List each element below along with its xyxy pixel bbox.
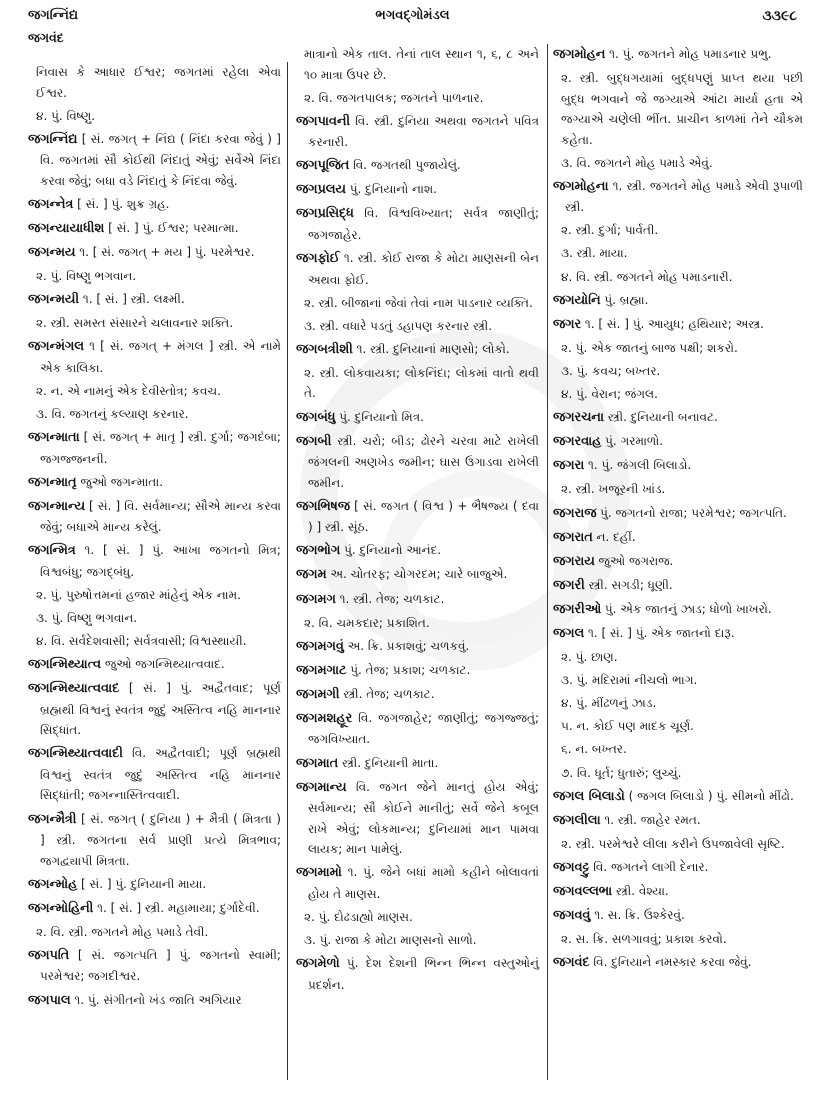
definition-text: ૨. સ્ત્રી. ખજૂરની ખાંડ. — [561, 482, 666, 497]
headword: જગપ્રલય — [296, 182, 346, 198]
definition-text: ૧. [ સં. ] પું. એક જાતનો દારૂ. — [587, 625, 735, 640]
entry-sense — [553, 384, 803, 405]
entry-sense — [28, 585, 281, 606]
headword: જગમોહન — [553, 47, 606, 62]
definition-text: ૨. પું. છાણ. — [561, 650, 618, 665]
definition-text: [ સં. જગત્ + માતૃ ] સ્ત્રી. દુર્ગા; જગદંબા; જગજ્જનની. — [40, 430, 281, 466]
definition-text: ન. દહીં. — [596, 529, 636, 544]
entry-sense — [553, 267, 803, 288]
definition-text: ૧. સ્ત્રી. દુનિયાનાં માણસો; લોકો. — [356, 341, 510, 356]
definition-text: ૧. સ્ત્રી. જાહેર રમત. — [604, 812, 701, 827]
definition-text: જુઓ જગન્મિથ્યાત્વવાદ. — [104, 657, 225, 672]
dictionary-entry — [296, 636, 539, 658]
definition-text: ૭. વિ. ધૂર્ત; ધુતારું; લુચ્ચું. — [561, 765, 682, 780]
dictionary-entry — [553, 407, 803, 429]
headword: જગપૂજિત — [296, 158, 350, 174]
definition-text: પું. બ્રહ્મા. — [604, 292, 649, 307]
headword: જગન્મોહ — [28, 876, 78, 892]
definition-text: વિ. સ્ત્રી. દુનિયા અથવા જગતને પવિત્ર કરનારી. — [308, 113, 539, 150]
definition-text: ૩. પું. રાજા કે મોટા માણસનો સાળો. — [304, 932, 477, 947]
dictionary-entry — [296, 540, 539, 562]
headword: જગલ — [553, 625, 585, 641]
definition-text: વિ. જગતથી પુજાયેલું. — [353, 158, 461, 173]
definition-text: ૪. પું. વિષ્ણુ. — [36, 108, 96, 123]
entry-sense — [553, 647, 803, 668]
headword: જગન્મોહિની — [28, 900, 94, 916]
dictionary-entry — [28, 809, 281, 872]
dictionary-entry — [296, 777, 539, 860]
dictionary-entry — [553, 455, 803, 477]
definition-text: ૧. [ સં. ] પું. આયુધ; હથિયાર; અસ્ત્ર. — [584, 316, 764, 331]
dictionary-entry — [28, 540, 281, 582]
dictionary-entry — [28, 874, 281, 896]
entry-sense — [296, 293, 539, 314]
definition-text: ૩. વિ. જગતનું કલ્યાણ કરનાર. — [36, 407, 189, 422]
definition-text: ૨. સ. ક્રિ. સળગાવવું; પ્રકાશ કરવો. — [561, 932, 727, 947]
headword: જગરાત — [553, 529, 593, 545]
definition-text: ૨. પું. દોઢડાહ્યો માણસ. — [304, 909, 413, 924]
headword: જગન્મૈત્રી — [28, 811, 77, 827]
headword: જગરા — [553, 458, 585, 474]
definition-text: ૨. વિ. જગતપાલક; જગતને પાળનાર. — [304, 90, 484, 105]
definition-text: પું. ગરમાળો. — [605, 434, 664, 449]
definition-text: ૨. વિ. ચમકદાર; પ્રકાશિત. — [304, 615, 430, 630]
dictionary-entry — [553, 786, 803, 808]
definition-text: [ સં. જગત્ ( દુનિયા ) + મૈત્રી ( મિત્રતા ) ] સ્ત્રી. જગતના સર્વ પ્રાણી પ્રત્યે મિત્રભાવ; જગદ્વ્યાપી મિત્રતા. — [40, 811, 281, 868]
page-number: ૩૩૯૮ — [762, 8, 797, 24]
definition-text: ૧. [ સં. જગત્ + મય ] પું. પરમેશ્વર. — [79, 244, 255, 259]
definition-text: [ સં. ] પું. શુક્ર ગ્રહ. — [77, 196, 170, 211]
headword: જગપતિ — [28, 947, 70, 963]
dictionary-entry — [28, 194, 281, 216]
definition-text: અ. ચોતરફ; ચોગરદમ; ચારે બાજુએ. — [330, 567, 508, 582]
dictionary-entry — [296, 111, 539, 153]
headword: જગન્મિથ્યાત્વવાદી — [28, 746, 123, 762]
dictionary-entry — [296, 203, 539, 245]
dictionary-entry — [553, 176, 803, 218]
dictionary-entry — [553, 857, 803, 879]
dictionary-entry — [553, 527, 803, 549]
column-divider — [547, 44, 548, 1080]
page-title: ભગવદ્ગોમંડલ — [375, 8, 450, 23]
definition-text: ૬. ન. બખ્તર. — [561, 742, 627, 757]
definition-text: પું. એક જાતનું ઝાડ; ધોળો ખાખરો. — [604, 601, 772, 616]
dictionary-entry — [296, 248, 539, 290]
definition-text: ૧. સ્ત્રી. તેજ; ચળકાટ. — [339, 591, 445, 606]
definition-text: [ સં. જગત્ + નિંદ્ય ( નિંદા કરવા જેવું ) ] વિ. જગતમાં સૌ કોઈથી નિંદાતું એવું; સર્વેએ નિંદા કરવા જેવું; બધા વડે નિંદાતું કે નિંદવા જેવું. — [40, 131, 281, 188]
definition-text: ૩. પું. વિષ્ણુ ભગવાન. — [36, 611, 138, 626]
definition-text: ૨. સ્ત્રી. પરમેશ્વરે લીલા કરીને ઉપજાવેલી સૃષ્ટિ. — [561, 836, 785, 851]
definition-text: ૧. [ સં. ] સ્ત્રી. મહામાયા; દુર્ગાદેવી. — [97, 900, 260, 915]
headword: જગમાત — [296, 755, 339, 771]
definition-text: સ્ત્રી. ચરો; બીડ; ઢોરને ચરવા માટે રાખેલી જંગલની અણખેડ જમીન; ઘાસ ઉગાડવા રાખેલી જમીન. — [308, 433, 539, 490]
entry-sense — [553, 929, 803, 950]
dictionary-entry — [28, 496, 281, 538]
definition-text: ૩. સ્ત્રી. વધારે પડતું ડહાપણ કરનાર સ્ત્રી. — [304, 318, 493, 333]
definition-text: અ. ક્રિ. પ્રકાશવું; ચળકવું. — [347, 638, 470, 653]
definition-text: ૧. સ્ત્રી. જગતને મોહ પમાડે એવી રૂપાળી સ્ત્રી. — [565, 178, 803, 215]
definition-text: ૧. પું. જંગલી બિલાડો. — [588, 458, 692, 473]
dictionary-entry — [296, 407, 539, 429]
dictionary-entry — [28, 678, 281, 741]
entry-sense — [553, 68, 803, 150]
definition-text: વિ. જગતને લાગી દેનાર. — [593, 859, 709, 874]
dictionary-entry — [296, 179, 539, 201]
headword: જગમ — [296, 567, 327, 583]
headword: જગમેળો — [296, 956, 340, 972]
definition-text: ( જગલ બિલાડો ) પું. સીમનો મીંઢો. — [628, 788, 794, 803]
headword: જગન્માન્ય — [28, 498, 85, 514]
dictionary-entry — [296, 862, 539, 904]
entry-sense — [28, 381, 281, 402]
definition-text: ૨. સ્ત્રી. સમસ્ત સંસારને ચલાવનાર શક્તિ. — [36, 316, 234, 331]
definition-text: ૫. ન. કોઈ પણ માદક ચૂર્ણ. — [561, 719, 694, 734]
dictionary-entry — [28, 427, 281, 469]
definition-text: ૪. વિ. સ્ત્રી. જગતને મોહ પમાડનારી. — [561, 269, 733, 284]
headword: જગન્મયી — [28, 292, 80, 308]
dictionary-entry — [296, 708, 539, 750]
definition-text: ૨. વિ. સ્ત્રી. જગતને મોહ પમાડે તેવી. — [36, 924, 209, 939]
dictionary-entry — [553, 623, 803, 645]
headword: જગમગી — [296, 686, 340, 702]
definition-text: ૧. [ સં. ] સ્ત્રી. લક્ષ્મી. — [82, 292, 185, 307]
entry-sense — [553, 739, 803, 760]
entry-sense — [553, 834, 803, 855]
entry-sense — [553, 670, 803, 691]
definition-text: ૩. વિ. જગતને મોહ પમાડે એવું. — [561, 155, 713, 170]
headword: જગન્માતા — [28, 430, 80, 446]
entry-sense — [553, 693, 803, 714]
definition-text: ૧. [ સં. ] પું. આખા જગતનો મિત્ર; વિશ્વબંધુ; જગદ્બંધુ. — [40, 543, 281, 579]
definition-text: ૨. પું. એક જાતનું બાજ પક્ષી; શકરો. — [561, 340, 738, 355]
definition-text: ૨. પું. પુરુષોત્તમનાં હજાર માંહેનું એક નામ. — [36, 588, 241, 602]
definition-text: પું. જગતનો રાજા; પરમેશ્વર; જગત્પતિ. — [600, 505, 787, 520]
entry-sense — [28, 631, 281, 652]
headword: જગમગ — [296, 591, 336, 607]
entry-sense — [28, 106, 281, 127]
headword: જગન્નિંદ્ય — [28, 131, 78, 147]
dictionary-entry — [28, 654, 281, 676]
headword: જગરી — [553, 577, 585, 593]
headword: જગવંદ — [553, 955, 590, 971]
definition-text: પું. દેશ દેશની ભિન્ન ભિન્ન વસ્તુઓનું પ્રદર્શન. — [308, 956, 539, 992]
definition-text: પું. દુનિયાનો નાશ. — [349, 182, 437, 197]
definition-text: વિ. જગત જેને માનતું હોય એવું; સર્વમાન્ય; સૌ કોઈને માનીતું; સર્વે જેને કબૂલ રાખે એવું; લોકમાન્ય; દુનિયામાં માન પામવા લાયક; માન પામેલું. — [308, 779, 539, 857]
dictionary-entry — [553, 44, 803, 66]
headword: જગરાય — [553, 553, 595, 569]
definition-text: પું. દુનિયાનો મિત્ર. — [339, 409, 424, 424]
definition-text: ૩. પું. મદિરામાં નીચલો ભાગ. — [561, 673, 698, 688]
entry-sense — [296, 363, 539, 404]
dictionary-entry — [28, 472, 281, 494]
definition-text: ૧ [ સં. જગત્ + મંગલ ] સ્ત્રી. એ નામે એક કાલિકા. — [40, 339, 281, 375]
dictionary-entry — [553, 503, 803, 525]
dictionary-entry — [296, 953, 539, 995]
definition-text: સ્ત્રી. દુનિયાની બનાવટ. — [607, 410, 718, 425]
dictionary-entry — [553, 810, 803, 832]
definition-text: સ્ત્રી. દુનિયાની માતા. — [341, 755, 439, 770]
definition-text: પું. તેજ; પ્રકાશ; ચળકાટ. — [350, 662, 471, 677]
entry-sense — [296, 930, 539, 951]
headword: જગભોગ — [296, 543, 341, 559]
entry-sense — [28, 266, 281, 287]
definition-text: ૨. સ્ત્રી. બુદ્ધગયામાં બુદ્ધપણું પ્રાપ્ત થયા પછી બુદ્ધ ભગવાને જે જગ્યાએ આંટા માર્યા હતા એ જગ્યાએ ચણેલી ભીંત. પ્રાચીન કાળમાં તેને ચૌકમ કહેતા. — [561, 71, 803, 147]
dictionary-entry — [28, 990, 281, 1012]
definition-text: ૨. પું. વિષ્ણુ ભગવાન. — [36, 269, 137, 284]
column-divider — [287, 62, 288, 1080]
dictionary-entry — [28, 336, 281, 378]
dictionary-entry — [553, 551, 803, 573]
headword: જગપાલ — [28, 992, 71, 1008]
definition-text: પું. દુનિયાનો આનંદ. — [344, 543, 442, 558]
definition-text: જુઓ જગન્માતા. — [80, 474, 164, 489]
headword: જગપ્રસિદ્ધ — [296, 206, 354, 222]
entry-sense — [553, 361, 803, 382]
column-right — [553, 44, 803, 976]
headword: જગપાવની — [296, 113, 351, 129]
entry-sense — [28, 404, 281, 425]
entry-sense — [553, 479, 803, 500]
dictionary-entry — [553, 575, 803, 597]
headword: જગન્માતૃ — [28, 474, 77, 490]
dictionary-entry — [28, 129, 281, 192]
dictionary-entry — [553, 952, 803, 974]
headword: જગબત્રીશી — [296, 341, 353, 357]
definition-text: વિ. દુનિયાને નમસ્કાર કરવા જેવું. — [593, 955, 752, 970]
dictionary-entry — [296, 431, 539, 494]
headword: જગયોનિ — [553, 292, 601, 308]
dictionary-entry — [296, 589, 539, 611]
definition-text: ૪. વિ. સર્વદેશવાસી; સર્વત્રવાસી; વિશ્વસ્થાયી. — [36, 634, 247, 649]
dictionary-entry — [553, 599, 803, 621]
headword: જગમાન્ય — [296, 779, 347, 795]
definition-text: [ સં. ] વિ. સર્વમાન્ય; સૌએ માન્ય કરવા જેવું; બધાએ માન્ય કરેલું. — [40, 498, 281, 535]
headword: જગન્મય — [28, 244, 76, 260]
entry-sense — [296, 613, 539, 634]
entry-sense — [553, 763, 803, 784]
entry-sense — [296, 88, 539, 109]
entry-sense — [28, 608, 281, 629]
definition-text: વિ. અદ્વૈતવાદી; પૂર્ણ બ્રહ્મથી વિશ્વનું સ્વતંત્ર જુદું અસ્તિત્વ નહિ માનનાર સિદ્ધાંતી; જગન્નાસ્તિત્વવાદી. — [40, 746, 281, 803]
definition-text: ૧. સ્ત્રી. કોઈ રાજા કે મોટા માણસની બેન અથવા ફોઈ. — [308, 251, 539, 287]
definition-text: જુઓ જગરાજ. — [598, 553, 674, 568]
dictionary-entry — [28, 242, 281, 264]
definition-text: ૪. પું. વેરાન; જંગલ. — [561, 387, 658, 402]
headword: જગમોહના — [553, 178, 609, 194]
headword: જગમામો — [296, 865, 342, 881]
headword: જગફોઈ — [296, 251, 340, 267]
guide-word-last: જગવંદ — [28, 30, 64, 45]
dictionary-entry — [28, 945, 281, 987]
headword: જગન્મિથ્યાત્વ — [28, 657, 102, 673]
headword: જગવલ્લભા — [553, 884, 613, 899]
definition-text: ૧. પું. જગતને મોહ પમાડનાર પ્રભુ. — [609, 47, 772, 61]
definition-text: [ સં. ] પું. દુનિયાની માયા. — [81, 876, 207, 891]
headword: જગરચના — [553, 410, 604, 426]
headword: જગભિષજ — [296, 498, 350, 514]
headword: જગન્યાયાધીશ — [28, 220, 105, 236]
entry-sense — [28, 313, 281, 334]
headword: જગન્નેત્ર — [28, 196, 74, 212]
column-left — [28, 62, 281, 1014]
dictionary-entry — [296, 564, 539, 586]
entry-sense — [28, 62, 281, 103]
dictionary-entry — [296, 339, 539, 361]
dictionary-entry — [28, 898, 281, 920]
headword: જગબંધુ — [296, 409, 336, 425]
definition-text: ૩. પું. કવચ; બખ્તર. — [561, 363, 661, 378]
dictionary-entry — [296, 684, 539, 706]
definition-text: ૧. પું. સંગીતનો ખંડ જાતિ અગિયાર — [74, 992, 242, 1007]
entry-sense — [28, 922, 281, 943]
definition-text: સ્ત્રી. સગડી; ધૂણી. — [588, 577, 673, 592]
definition-text: [ સં. જગત્પતિ ] પું. જગતનો સ્વામી; પરમેશ્વર; જગદીશ્વર. — [40, 947, 281, 984]
headword: જગર — [553, 316, 582, 332]
headword: જગન્મિત્ર — [28, 543, 76, 559]
dictionary-entry — [553, 905, 803, 927]
definition-text: [ સં. ] પું. ઈશ્વર; પરમાત્મા. — [108, 220, 239, 235]
entry-sense — [553, 220, 803, 241]
dictionary-entry — [296, 753, 539, 775]
entry-sense — [296, 44, 539, 85]
definition-text: [ સં. જગત ( વિશ્વ ) + ભૈષજ્ય ( દવા ) ] સ્ત્રી. સૂંઠ. — [308, 498, 539, 535]
headword: જગબી — [296, 433, 332, 449]
dictionary-entry — [296, 155, 539, 177]
headword: જગરાજ — [553, 505, 597, 521]
definition-text: ૪. પું. મીંઢળનું ઝાડ. — [561, 696, 657, 711]
entry-sense — [296, 316, 539, 337]
entry-sense — [553, 153, 803, 174]
definition-text: વિ. વિશ્વવિખ્યાત; સર્વત્ર જાણીતું; જગજાહેર. — [308, 206, 539, 242]
entry-sense — [553, 338, 803, 359]
headword: જગલીલા — [553, 812, 601, 828]
headword: જગન્મિથ્યાત્વવાદ — [28, 681, 120, 697]
dictionary-entry — [28, 289, 281, 311]
definition-text: ૨. ન. એ નામનું એક દેવીસ્તોત્ર; કવચ. — [36, 383, 221, 398]
dictionary-entry — [28, 218, 281, 240]
dictionary-entry — [553, 314, 803, 336]
dictionary-entry — [553, 290, 803, 312]
definition-text: ૨. સ્ત્રી. બીજાનાં જેવાં તેવાં નામ પાડનાર વ્યક્તિ. — [304, 295, 533, 310]
definition-text: સ્ત્રી. વેશ્યા. — [615, 884, 669, 898]
headword: જગલ બિલાડો — [553, 788, 625, 804]
headword: જગરવાહ — [553, 434, 602, 450]
definition-text: નિવાસ કે આધાર ઈશ્વર; જગતમાં રહેલા એવા ઈશ્વર. — [36, 65, 281, 100]
definition-text: સ્ત્રી. તેજ; ચળકાટ. — [343, 686, 435, 701]
dictionary-entry — [553, 881, 803, 903]
headword: જગમગાટ — [296, 662, 347, 678]
headword: જગમશહૂર — [296, 710, 353, 726]
column-middle — [296, 44, 539, 998]
definition-text: ૩. સ્ત્રી. માયા. — [561, 246, 628, 261]
dictionary-entry — [296, 660, 539, 682]
headword: જગરીઓ — [553, 601, 602, 617]
definition-text: ૨. સ્ત્રી. દુર્ગા; પાર્વતી. — [561, 223, 659, 238]
dictionary-entry — [28, 743, 281, 806]
definition-text: [ સં. ] પું. અદ્વૈતવાદ; પૂર્ણ બ્રહ્મથી વિશ્વનું સ્વતંત્ર જુદું અસ્તિત્વ નહિ માનનાર સિદ્ધાંત. — [40, 681, 281, 738]
headword: જગવવું — [553, 908, 591, 924]
definition-text: ૧. પું. જેને બધાં મામો કહીને બોલાવતાં હોય તે માણસ. — [308, 865, 539, 901]
dictionary-entry — [553, 431, 803, 453]
entry-sense — [553, 243, 803, 264]
definition-text: ૧. સ. ક્રિ. ઉશ્કેરવું. — [594, 908, 685, 923]
definition-text: માત્રાનો એક તાલ. તેનાં તાલ સ્થાન ૧, ૬, ૮ અને ૧૦ માત્રા ઉપર છે. — [304, 47, 539, 82]
entry-sense — [296, 907, 539, 928]
headword: જગમગવું — [296, 638, 344, 654]
definition-text: ૨. સ્ત્રી. લોકવાયકા; લોકનિંદા; લોકમાં વાતો થવી તે. — [304, 365, 539, 401]
definition-text: વિ. જગજાહેર; જાણીતું; જગજ્જતું; જગવિખ્યાત. — [308, 710, 539, 747]
dictionary-entry — [296, 496, 539, 538]
headword: જગન્મંગલ — [28, 339, 84, 355]
guide-word-first: જગન્નિંદ્ય — [28, 8, 79, 23]
headword: જગવટ્ટુ — [553, 859, 590, 875]
entry-sense — [553, 716, 803, 737]
